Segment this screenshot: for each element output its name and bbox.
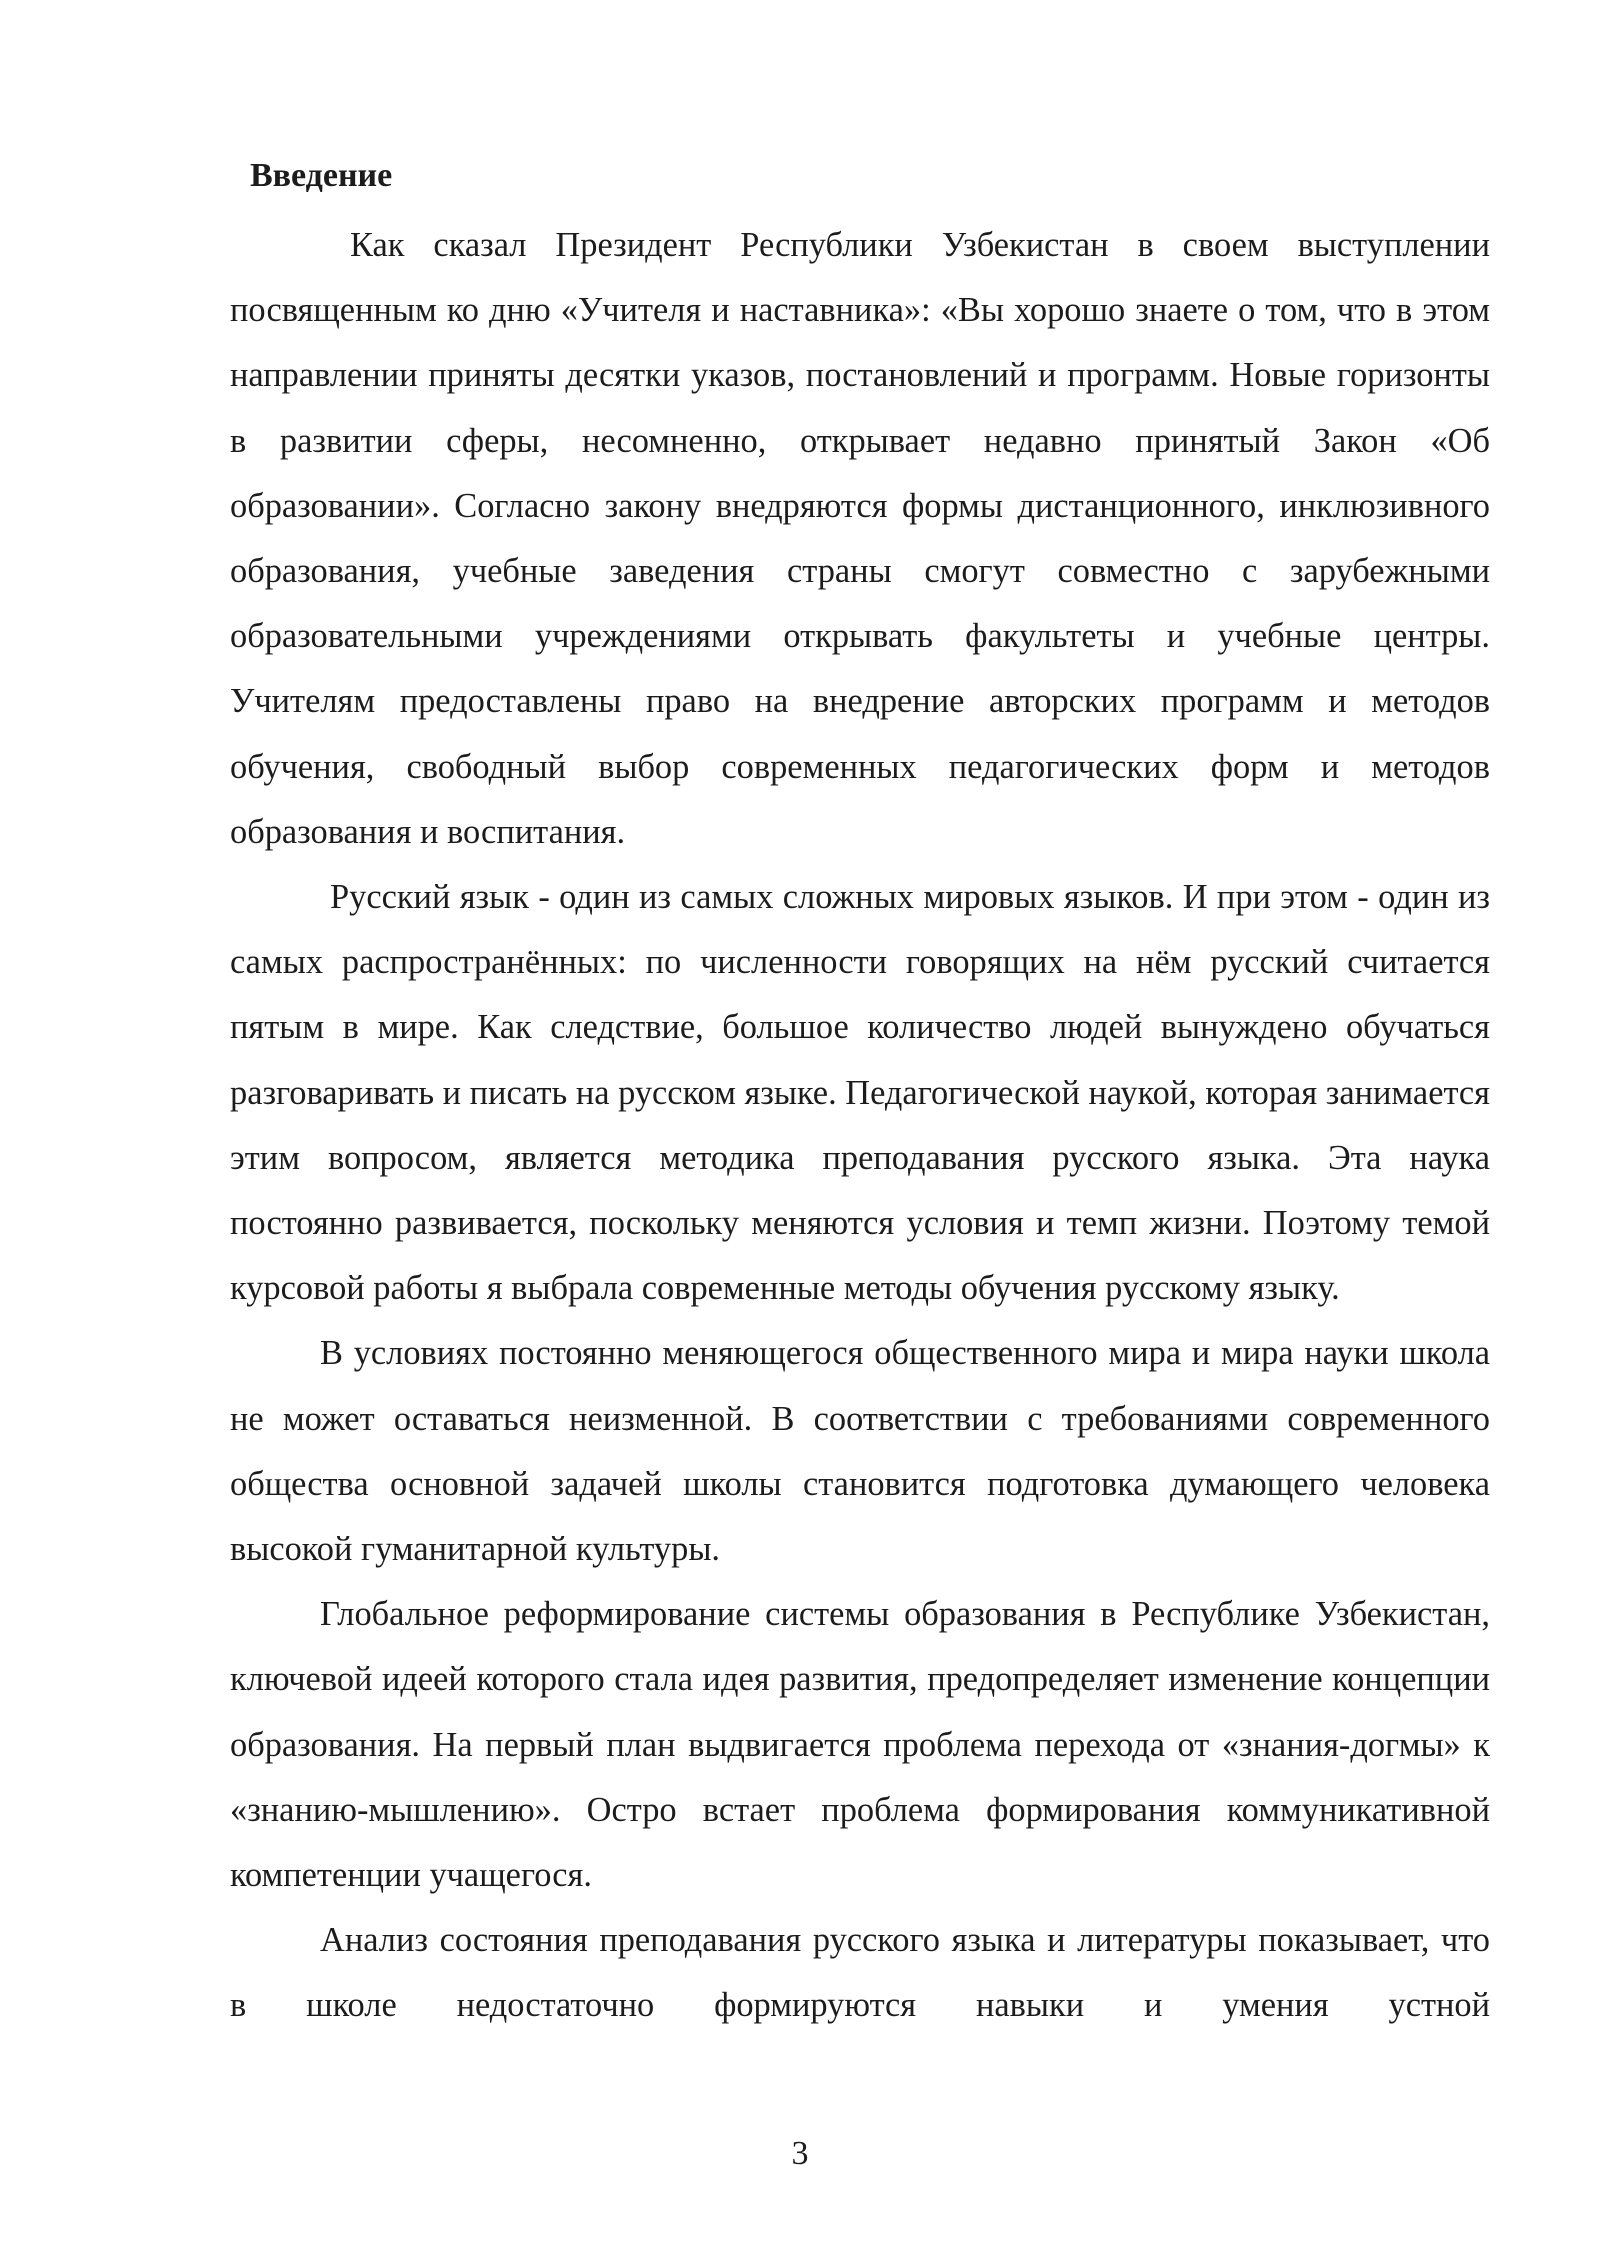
paragraph-teaching-analysis: Анализ состояния преподавания русского языка и литературы показывает, что в школе недостаточно формируются навыки и умения устной [230, 1921, 1490, 2025]
paragraph-russian-language: Русский язык - один из самых сложных мировых языков. И при этом - один из самых распространённых: по численности говорящих на нём русский считается пятым в мире. Как следствие, большое количество людей вынуждено обучаться разговаривать и писать на русском языке. Педагогической наукой, которая занимается этим вопросом, является методика преподавания русского языка. Эта наука постоянно развивается, поскольку меняются условия и темп жизни. Поэтому темой курсовой работы я выбрала современные методы обучения русскому языку. [230, 878, 1490, 1308]
page-number: 3 [791, 2135, 809, 2172]
paragraph-school-conditions: В условиях постоянно меняющегося общественного мира и мира науки школа не может оставаться неизменной. В соответствии с требованиями современного общества основной задачей школы становится подготовка думающего человека высокой гуманитарной культуры. [230, 1334, 1490, 1569]
body-text [230, 213, 1490, 2039]
paragraph-president-quote: Как сказал Президент Республики Узбекистан в своем выступлении посвященным ко дню «Учителя и наставника»: «Вы хорошо знаете о том, что в этом направлении приняты десятки указов, постановлений и программ. Новые горизонты в развитии сферы, несомненно, открывает недавно принятый Закон «Об образовании». Согласно закону внедряются формы дистанционного, инклюзивного образования, учебные заведения страны смогут совместно с зарубежными образовательными учреждениями открывать факультеты и учебные центры. Учителям предоставлены право на внедрение авторских программ и методов обучения, свободный выбор современных педагогических форм и методов образования и воспитания. [230, 226, 1490, 851]
paragraph-education-reform: Глобальное реформирование системы образования в Республике Узбекистан, ключевой идеей которого стала идея развития, предопределяет изменение концепции образования. На первый план выдвигается проблема перехода от «знания-догмы» к «знанию-мышлению». Остро встает проблема формирования коммуникативной компетенции учащегося. [230, 1595, 1490, 1895]
section-heading: Введение [250, 157, 393, 194]
